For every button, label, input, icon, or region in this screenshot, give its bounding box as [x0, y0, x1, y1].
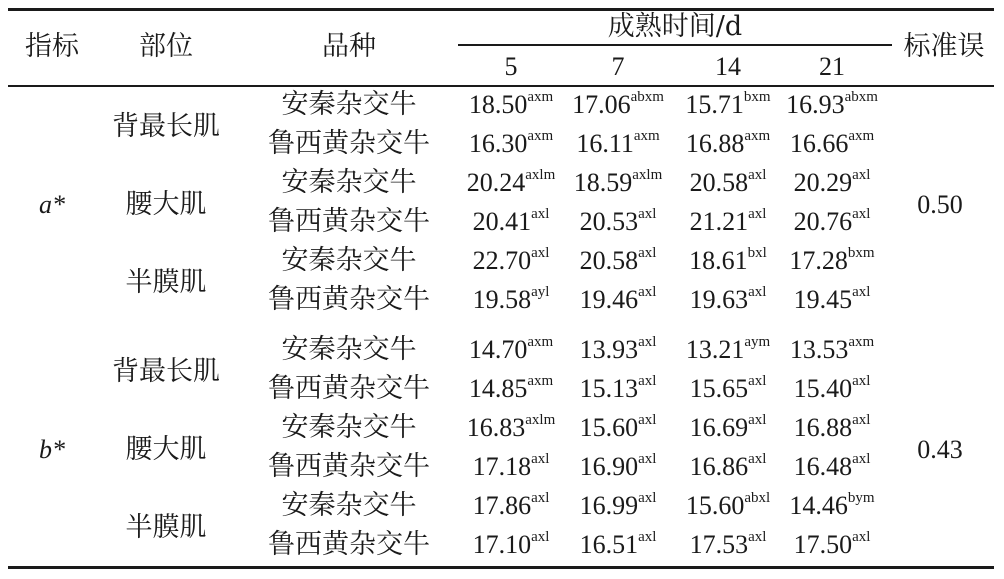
significance-letters: axm	[848, 128, 875, 145]
significance-letters: axlm	[632, 167, 663, 184]
significance-letters: axm	[527, 334, 554, 351]
part-cell: 腰大肌	[125, 189, 207, 220]
value-cell	[690, 372, 767, 406]
value-cell	[686, 127, 770, 161]
value-number: 13.93	[579, 335, 639, 364]
significance-letters: axm	[527, 128, 554, 145]
value-cell	[580, 244, 657, 278]
value-number: 22.70	[472, 246, 532, 275]
value-number: 14.70	[468, 335, 528, 364]
significance-letters: axl	[638, 529, 657, 546]
value-number: 16.93	[786, 90, 845, 119]
value-number: 14.85	[468, 374, 528, 403]
breed-cell: 安秦杂交牛	[281, 490, 417, 521]
part-cell: 背最长肌	[112, 356, 220, 387]
value-number: 15.60	[579, 413, 639, 442]
significance-letters: bym	[847, 490, 875, 507]
value-number: 16.51	[579, 530, 639, 559]
header-day: 7	[611, 52, 625, 81]
header-rule	[8, 85, 994, 87]
value-number: 20.53	[579, 207, 639, 236]
significance-letters: axl	[638, 245, 657, 262]
value-number: 20.24	[466, 168, 526, 197]
value-cell	[576, 127, 659, 161]
value-cell	[580, 489, 657, 523]
value-cell	[473, 450, 550, 484]
significance-letters: axl	[748, 373, 767, 390]
significance-letters: abxm	[630, 89, 664, 106]
value-number: 20.58	[689, 168, 749, 197]
value-number: 16.83	[466, 413, 526, 442]
value-cell	[789, 244, 874, 278]
value-number: 20.76	[793, 207, 853, 236]
significance-letters: axl	[638, 373, 657, 390]
value-cell	[786, 88, 878, 122]
value-number: 16.69	[689, 413, 749, 442]
value-cell	[794, 450, 871, 484]
breed-cell: 鲁西黄杂交牛	[268, 206, 430, 237]
part-cell: 半膜肌	[125, 267, 207, 298]
significance-letters: axm	[848, 334, 875, 351]
value-cell	[572, 88, 664, 122]
significance-letters: axl	[852, 373, 871, 390]
header-day: 21	[819, 52, 845, 81]
value-cell	[794, 205, 871, 239]
value-number: 18.61	[689, 246, 748, 275]
value-number: 16.11	[576, 129, 634, 158]
breed-cell: 鲁西黄杂交牛	[268, 529, 430, 560]
value-number: 16.48	[793, 452, 853, 481]
value-number: 16.88	[685, 129, 745, 158]
value-cell	[689, 244, 767, 278]
value-number: 20.41	[472, 207, 532, 236]
value-cell	[574, 166, 663, 200]
significance-letters: axl	[638, 451, 657, 468]
significance-letters: bxm	[847, 245, 875, 262]
significance-letters: axl	[638, 334, 657, 351]
value-cell	[794, 283, 871, 317]
significance-letters: axlm	[525, 412, 556, 429]
value-cell	[790, 127, 874, 161]
value-number: 17.18	[472, 452, 532, 481]
part-cell: 半膜肌	[125, 512, 207, 543]
value-number: 15.65	[689, 374, 749, 403]
significance-letters: axl	[638, 412, 657, 429]
value-cell	[685, 88, 770, 122]
significance-letters: abxl	[744, 490, 771, 507]
value-number: 18.59	[573, 168, 633, 197]
value-number: 16.86	[689, 452, 749, 481]
value-number: 13.21	[685, 335, 745, 364]
value-number: 15.71	[685, 90, 744, 119]
value-cell	[469, 127, 553, 161]
significance-letters: axlm	[525, 167, 556, 184]
value-number: 14.46	[789, 491, 848, 520]
value-number: 17.06	[572, 90, 631, 119]
significance-letters: axl	[852, 529, 871, 546]
significance-letters: axl	[852, 206, 871, 223]
value-number: 17.28	[789, 246, 848, 275]
value-number: 13.53	[789, 335, 849, 364]
significance-letters: axl	[638, 284, 657, 301]
value-number: 19.46	[579, 285, 639, 314]
value-number: 16.90	[579, 452, 639, 481]
significance-letters: bxm	[743, 89, 771, 106]
breed-cell: 鲁西黄杂交牛	[268, 373, 430, 404]
value-cell	[467, 166, 556, 200]
value-number: 16.88	[793, 413, 853, 442]
value-cell	[790, 333, 874, 367]
value-cell	[690, 205, 767, 239]
value-number: 16.30	[468, 129, 528, 158]
value-cell	[580, 372, 657, 406]
value-number: 15.60	[685, 491, 745, 520]
value-number: 15.40	[793, 374, 853, 403]
breed-cell: 安秦杂交牛	[281, 89, 417, 120]
value-cell	[690, 450, 767, 484]
significance-letters: axl	[748, 167, 767, 184]
value-number: 20.29	[793, 168, 853, 197]
standard-error-cell: 0.43	[917, 435, 963, 464]
indicator-cell: b*	[39, 435, 65, 464]
value-number: 18.50	[468, 90, 528, 119]
breed-cell: 鲁西黄杂交牛	[268, 128, 430, 159]
value-cell	[473, 244, 550, 278]
significance-letters: axl	[852, 167, 871, 184]
header-time-group: 成熟时间/d	[607, 11, 743, 42]
value-cell	[580, 333, 657, 367]
value-cell	[580, 205, 657, 239]
value-number: 16.99	[579, 491, 639, 520]
value-cell	[469, 88, 553, 122]
significance-letters: axm	[527, 89, 554, 106]
value-cell	[794, 166, 871, 200]
value-cell	[467, 411, 556, 445]
value-cell	[686, 489, 770, 523]
value-number: 17.10	[472, 530, 532, 559]
significance-letters: axl	[748, 412, 767, 429]
significance-letters: axl	[531, 529, 550, 546]
value-cell	[473, 205, 550, 239]
top-rule	[8, 8, 994, 11]
significance-letters: axl	[531, 490, 550, 507]
breed-cell: 鲁西黄杂交牛	[268, 284, 430, 315]
breed-cell: 安秦杂交牛	[281, 334, 417, 365]
value-cell	[690, 411, 767, 445]
value-cell	[580, 450, 657, 484]
value-number: 21.21	[689, 207, 749, 236]
significance-letters: axl	[852, 412, 871, 429]
header-standard-error: 标准误	[903, 31, 985, 62]
value-cell	[794, 411, 871, 445]
breed-cell: 安秦杂交牛	[281, 245, 417, 276]
significance-letters: axm	[633, 128, 660, 145]
value-cell	[690, 166, 767, 200]
breed-cell: 安秦杂交牛	[281, 412, 417, 443]
significance-letters: axl	[748, 284, 767, 301]
value-number: 17.50	[793, 530, 853, 559]
value-cell	[789, 489, 874, 523]
indicator-cell: a*	[39, 190, 65, 219]
value-cell	[473, 489, 550, 523]
value-number: 19.45	[793, 285, 853, 314]
significance-letters: axl	[638, 490, 657, 507]
header-day: 14	[715, 52, 741, 81]
header-indicator: 指标	[25, 31, 79, 62]
value-cell	[473, 528, 550, 562]
significance-letters: axl	[748, 451, 767, 468]
value-number: 19.58	[472, 285, 532, 314]
value-cell	[473, 283, 550, 317]
value-cell	[690, 283, 767, 317]
significance-letters: axl	[531, 451, 550, 468]
value-number: 17.86	[472, 491, 532, 520]
significance-letters: axm	[744, 128, 771, 145]
value-cell	[469, 372, 553, 406]
value-cell	[469, 333, 553, 367]
part-cell: 背最长肌	[112, 111, 220, 142]
value-number: 20.58	[579, 246, 639, 275]
significance-letters: axl	[852, 284, 871, 301]
value-cell	[580, 528, 657, 562]
bottom-rule	[8, 566, 994, 569]
value-number: 15.13	[579, 374, 639, 403]
significance-letters: bxl	[747, 245, 767, 262]
significance-letters: axm	[527, 373, 554, 390]
breed-cell: 鲁西黄杂交牛	[268, 451, 430, 482]
significance-letters: abxm	[844, 89, 878, 106]
value-cell	[580, 411, 657, 445]
part-cell: 腰大肌	[125, 434, 207, 465]
significance-letters: axl	[748, 529, 767, 546]
significance-letters: ayl	[531, 284, 550, 301]
value-cell	[794, 528, 871, 562]
value-number: 16.66	[789, 129, 849, 158]
value-number: 19.63	[689, 285, 749, 314]
value-cell	[794, 372, 871, 406]
significance-letters: aym	[744, 334, 771, 351]
value-cell	[686, 333, 770, 367]
value-cell	[690, 528, 767, 562]
value-number: 17.53	[689, 530, 749, 559]
header-part: 部位	[139, 31, 193, 62]
significance-letters: axl	[852, 451, 871, 468]
significance-letters: axl	[531, 206, 550, 223]
day-group-rule	[458, 44, 892, 46]
value-cell	[580, 283, 657, 317]
header-breed: 品种	[322, 31, 376, 62]
significance-letters: axl	[531, 245, 550, 262]
significance-letters: axl	[748, 206, 767, 223]
significance-letters: axl	[638, 206, 657, 223]
breed-cell: 安秦杂交牛	[281, 167, 417, 198]
standard-error-cell: 0.50	[917, 190, 963, 219]
header-day: 5	[504, 52, 518, 81]
